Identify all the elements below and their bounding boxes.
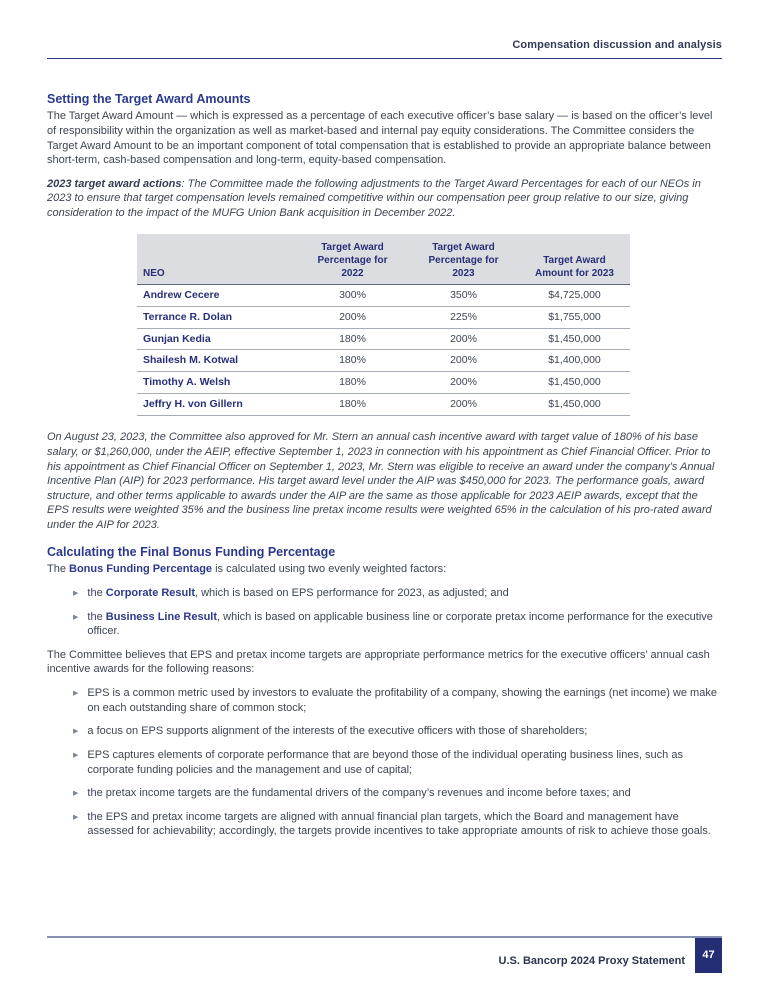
cell-neo-name: Shailesh M. Kotwal xyxy=(137,350,297,372)
triangle-bullet-icon: ▶ xyxy=(73,813,79,821)
paragraph-committee-believes: The Committee believes that EPS and pretax income targets are appropriate performance metrics for the executive officers’ annual cash incentive awards for the following reasons: xyxy=(47,648,710,676)
table-row xyxy=(137,394,630,416)
header-rule xyxy=(47,58,722,59)
cell-pct-2023: 200% xyxy=(408,350,519,372)
list-item-reason xyxy=(47,786,722,801)
cell-amount-2023: $1,450,000 xyxy=(519,328,630,350)
triangle-bullet-icon: ▶ xyxy=(73,613,79,621)
table-header xyxy=(137,234,630,285)
list-item-corporate-result xyxy=(47,586,722,601)
cell-neo-name: Andrew Cecere xyxy=(137,284,297,306)
intro-post: is calculated using two evenly weighted factors: xyxy=(212,563,447,576)
term-bonus-funding-percentage: Bonus Funding Percentage xyxy=(69,563,213,576)
target-award-table xyxy=(137,234,630,417)
list-item-text xyxy=(87,586,722,601)
column-header-target-pct-2023: Target Award Percentage for 2023 xyxy=(408,234,519,285)
term-corporate-result: Corporate Result xyxy=(105,586,195,599)
cell-pct-2023: 200% xyxy=(408,328,519,350)
column-header-target-amount-2023: Target Award Amount for 2023 xyxy=(519,234,630,285)
cell-amount-2023: $1,450,000 xyxy=(519,394,630,416)
cell-pct-2022: 180% xyxy=(297,350,408,372)
section-heading-calculating-bonus: Calculating the Final Bonus Funding Percentage xyxy=(47,544,336,559)
table-header-row xyxy=(137,234,630,285)
column-header-neo: NEO xyxy=(137,234,297,285)
table-row xyxy=(137,350,630,372)
table-row xyxy=(137,372,630,394)
triangle-bullet-icon: ▶ xyxy=(73,589,79,597)
page-number-badge: 47 xyxy=(695,938,722,973)
list-item-text: the pretax income targets are the fundamental drivers of the company’s revenues and income before taxes; and xyxy=(87,787,631,800)
footer-title: U.S. Bancorp 2024 Proxy Statement xyxy=(498,955,685,968)
cell-amount-2023: $1,755,000 xyxy=(519,306,630,328)
target-award-table-wrapper xyxy=(137,234,630,417)
factor-post: , which is based on EPS performance for 2023, as adjusted; and xyxy=(195,586,509,599)
cell-neo-name: Gunjan Kedia xyxy=(137,328,297,350)
table-row xyxy=(137,306,630,328)
cell-pct-2022: 300% xyxy=(297,284,408,306)
cell-pct-2023: 200% xyxy=(408,394,519,416)
intro-pre: The xyxy=(47,563,70,576)
list-item-business-line-result xyxy=(47,610,722,639)
list-item-reason xyxy=(47,810,722,839)
factor-pre: the xyxy=(87,610,106,623)
triangle-bullet-icon: ▶ xyxy=(73,728,79,736)
table-body xyxy=(137,284,630,416)
list-item-text: EPS is a common metric used by investors to evaluate the profitability of a company, showing the earnings (net income) we make on each outstanding share of common stock; xyxy=(87,687,717,714)
list-item-text: EPS captures elements of corporate performance that are beyond those of the individual operating business lines, such as corporate funding policies and the management and use of capital; xyxy=(87,748,683,776)
triangle-bullet-icon: ▶ xyxy=(73,690,79,698)
list-item-reason xyxy=(47,748,722,777)
cell-neo-name: Timothy A. Welsh xyxy=(137,372,297,394)
paragraph-lead-bold: 2023 target award actions xyxy=(47,177,182,190)
paragraph-bonus-funding-intro xyxy=(47,562,722,577)
cell-amount-2023: $1,450,000 xyxy=(519,372,630,394)
cell-pct-2022: 200% xyxy=(297,306,408,328)
section-heading-setting-target-award: Setting the Target Award Amounts xyxy=(47,91,251,106)
cell-pct-2022: 180% xyxy=(297,328,408,350)
list-item-reason xyxy=(47,686,722,715)
running-header: Compensation discussion and analysis xyxy=(512,39,722,51)
table-row xyxy=(137,328,630,350)
list-item-text: the EPS and pretax income targets are aligned with annual financial plan targets, which the Board and management have assessed for achievability; accordingly, the targets provide incentives to take appropriate amounts of risk to achieve those goals. xyxy=(87,810,711,838)
factor-post: , which is based on applicable business line or corporate pretax income performance for the executive officer. xyxy=(87,610,713,638)
cell-pct-2023: 200% xyxy=(408,372,519,394)
term-business-line-result: Business Line Result xyxy=(105,610,218,623)
paragraph-lead-rest: : The Committee made the following adjustments to the Target Award Percentages for each of our NEOs in 2023 to ensure that target compensation levels remained competitive within our compensation peer group relative to our size, giving consideration to the impact of the MUFG Union Bank acquisition in December 2022. xyxy=(47,177,701,219)
list-item-text xyxy=(87,610,722,639)
footer-row xyxy=(499,938,722,973)
table-row xyxy=(137,284,630,306)
list-item-text: a focus on EPS supports alignment of the interests of the executive officers with those of shareholders; xyxy=(87,725,588,738)
cell-neo-name: Terrance R. Dolan xyxy=(137,306,297,328)
triangle-bullet-icon: ▶ xyxy=(73,790,79,798)
paragraph-target-award-intro: The Target Award Amount — which is expressed as a percentage of each executive officer’s base salary — is based on the officer’s level of responsibility within the organization as well as market-based and internal pay equity considerations. The Committee considers the Target Award Amount to be an important component of total compensation that is established to provide an appropriate balance between short-term, cash-based compensation and long-term, equity-based compensation. xyxy=(47,110,713,167)
cell-pct-2022: 180% xyxy=(297,372,408,394)
column-header-target-pct-2022: Target Award Percentage for 2022 xyxy=(297,234,408,285)
page-footer xyxy=(0,936,768,1000)
list-item-reason xyxy=(47,724,722,739)
cell-amount-2023: $4,725,000 xyxy=(519,284,630,306)
triangle-bullet-icon: ▶ xyxy=(73,751,79,759)
cell-neo-name: Jeffry H. von Gillern xyxy=(137,394,297,416)
cell-pct-2023: 350% xyxy=(408,284,519,306)
cell-pct-2023: 225% xyxy=(408,306,519,328)
factor-pre: the xyxy=(87,586,106,599)
cell-pct-2022: 180% xyxy=(297,394,408,416)
paragraph-stern-award: On August 23, 2023, the Committee also approved for Mr. Stern an annual cash incentive award with target value of 180% of his base salary, or $1,260,000, under the AEIP, effective September 1, 2023 in connection with his appointment as Chief Financial Officer. Prior to his appointment as Chief Financial Officer on September 1, 2023, Mr. Stern was eligible to receive an award under the company’s Annual Incentive Plan (AIP) for 2023 performance. His target award level under the AIP was $450,000 for 2023. The performance goals, award structure, and other terms applicable to awards under the AIP are the same as those applicable for 2023 AEIP awards, except that the EPS results were weighted 35% and the business line pretax income results were weighted 65% in the calculation of his pro-rated award under the AIP for 2023. xyxy=(47,431,715,532)
cell-amount-2023: $1,400,000 xyxy=(519,350,630,372)
paragraph-2023-target-award-actions xyxy=(47,177,722,221)
